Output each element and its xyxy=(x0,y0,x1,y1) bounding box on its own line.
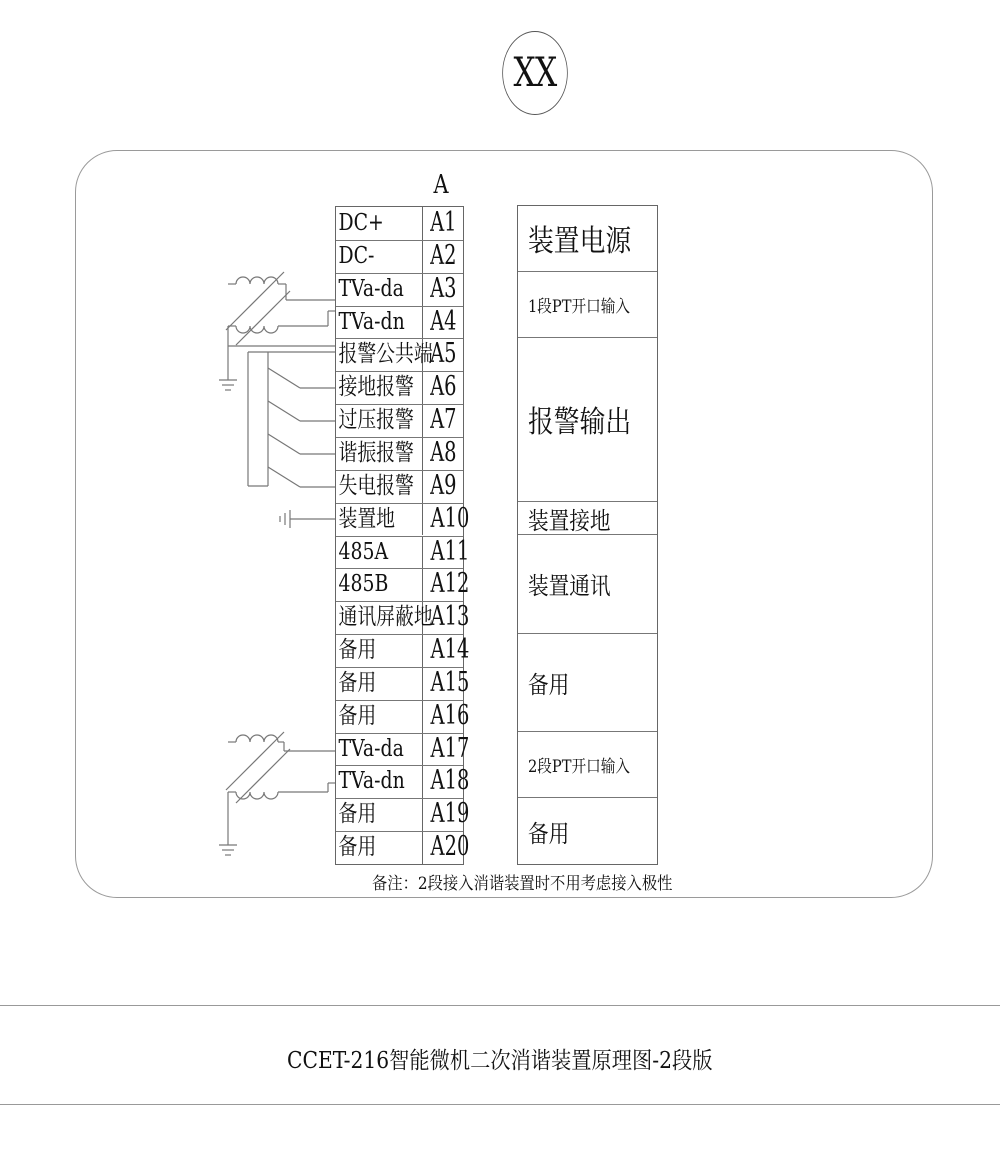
function-label: 备用 xyxy=(528,819,570,848)
function-cell xyxy=(518,634,657,733)
ground-2-icon xyxy=(219,845,237,855)
terminal-signal: TVa-da xyxy=(338,735,404,762)
function-cell xyxy=(518,272,657,338)
terminal-row xyxy=(336,699,470,733)
ground-1-icon xyxy=(219,380,237,390)
function-label: 报警输出 xyxy=(528,405,632,441)
terminal-id: A18 xyxy=(422,765,464,798)
function-cell xyxy=(518,798,657,864)
terminal-signal: 装置地 xyxy=(338,505,396,532)
terminal-id: A11 xyxy=(422,536,464,569)
function-label: 2段PT开口输入 xyxy=(528,757,630,778)
terminal-row xyxy=(336,502,470,536)
terminal-signal: DC- xyxy=(338,242,375,269)
pt1-transformer-icon xyxy=(226,272,335,380)
terminal-id: A12 xyxy=(422,568,464,601)
function-cell xyxy=(518,206,657,272)
terminal-id: A10 xyxy=(422,503,464,536)
terminal-row xyxy=(336,338,463,371)
pt2-transformer-icon xyxy=(226,732,335,845)
remark-note: 备注：2段接入消谐装置时不用考虑接入极性 xyxy=(372,874,673,894)
terminal-signal: 谐振报警 xyxy=(338,439,414,466)
terminal-row xyxy=(336,798,470,831)
function-cell xyxy=(518,732,657,798)
terminal-row xyxy=(336,207,463,240)
function-cell xyxy=(518,338,657,503)
terminal-signal: 备用 xyxy=(338,637,377,664)
terminal-column-letter: A xyxy=(433,170,449,200)
terminal-signal: 备用 xyxy=(338,801,377,828)
terminal-row xyxy=(336,371,463,404)
function-label: 装置通讯 xyxy=(528,572,611,601)
terminal-id: A8 xyxy=(422,437,464,470)
terminal-signal: 备用 xyxy=(338,702,377,729)
terminal-row xyxy=(336,601,470,634)
terminal-id: A17 xyxy=(422,733,464,766)
terminal-id: A13 xyxy=(422,601,464,634)
terminal-row xyxy=(336,306,463,339)
terminal-signal: TVa-dn xyxy=(338,308,405,335)
function-label: 1段PT开口输入 xyxy=(528,296,630,317)
terminal-signal: 备用 xyxy=(338,834,377,861)
terminal-id: A2 xyxy=(422,240,464,273)
caption-top-divider xyxy=(0,1005,1000,1006)
terminal-signal: DC+ xyxy=(338,210,384,236)
function-label: 装置电源 xyxy=(528,224,632,260)
terminal-row xyxy=(336,831,470,864)
terminal-id: A9 xyxy=(422,470,464,503)
terminal-signal: 通讯屏蔽地 xyxy=(338,604,433,631)
function-table xyxy=(517,205,658,865)
function-cell xyxy=(518,502,657,535)
terminal-id: A5 xyxy=(422,338,464,371)
terminal-row xyxy=(336,240,463,273)
terminal-row xyxy=(336,666,470,700)
terminal-id: A3 xyxy=(422,273,464,306)
terminal-signal: TVa-da xyxy=(338,275,404,302)
alarm-relay-contacts-icon xyxy=(228,346,335,487)
terminal-signal: 备用 xyxy=(338,669,377,696)
terminal-row xyxy=(336,437,463,470)
terminal-row xyxy=(336,732,470,766)
terminal-id: A6 xyxy=(422,371,464,404)
device-ground-icon xyxy=(280,510,335,528)
terminal-signal: 接地报警 xyxy=(338,374,414,401)
terminal-row xyxy=(336,634,470,667)
terminal-row xyxy=(336,404,463,437)
function-cell xyxy=(518,535,657,634)
terminal-id: A20 xyxy=(422,831,464,864)
function-label: 装置接地 xyxy=(528,506,611,535)
terminal-row xyxy=(336,470,463,503)
terminal-id: A15 xyxy=(422,667,464,700)
terminal-id: A19 xyxy=(422,798,464,831)
terminal-signal: 485A xyxy=(338,538,389,565)
terminal-signal: 485B xyxy=(338,571,389,598)
terminal-row xyxy=(336,568,470,601)
caption-bottom-divider xyxy=(0,1104,1000,1105)
terminal-id: A14 xyxy=(422,634,464,667)
terminal-signal: TVa-dn xyxy=(338,768,405,795)
drawing-badge: XX xyxy=(502,31,568,115)
terminal-id: A16 xyxy=(422,700,464,733)
terminal-id: A1 xyxy=(422,207,464,240)
terminal-id: A7 xyxy=(422,404,464,437)
terminal-signal: 报警公共端 xyxy=(338,341,433,368)
terminal-row xyxy=(336,765,470,798)
terminal-signal: 失电报警 xyxy=(338,472,414,499)
terminal-row xyxy=(336,535,470,569)
function-label: 备用 xyxy=(528,671,570,700)
terminal-id: A4 xyxy=(422,306,464,339)
drawing-caption: CCET-216智能微机二次消谐装置原理图-2段版 xyxy=(287,1048,713,1074)
terminal-row xyxy=(336,273,463,306)
terminal-signal: 过压报警 xyxy=(338,407,414,434)
terminal-block-table xyxy=(335,206,470,865)
